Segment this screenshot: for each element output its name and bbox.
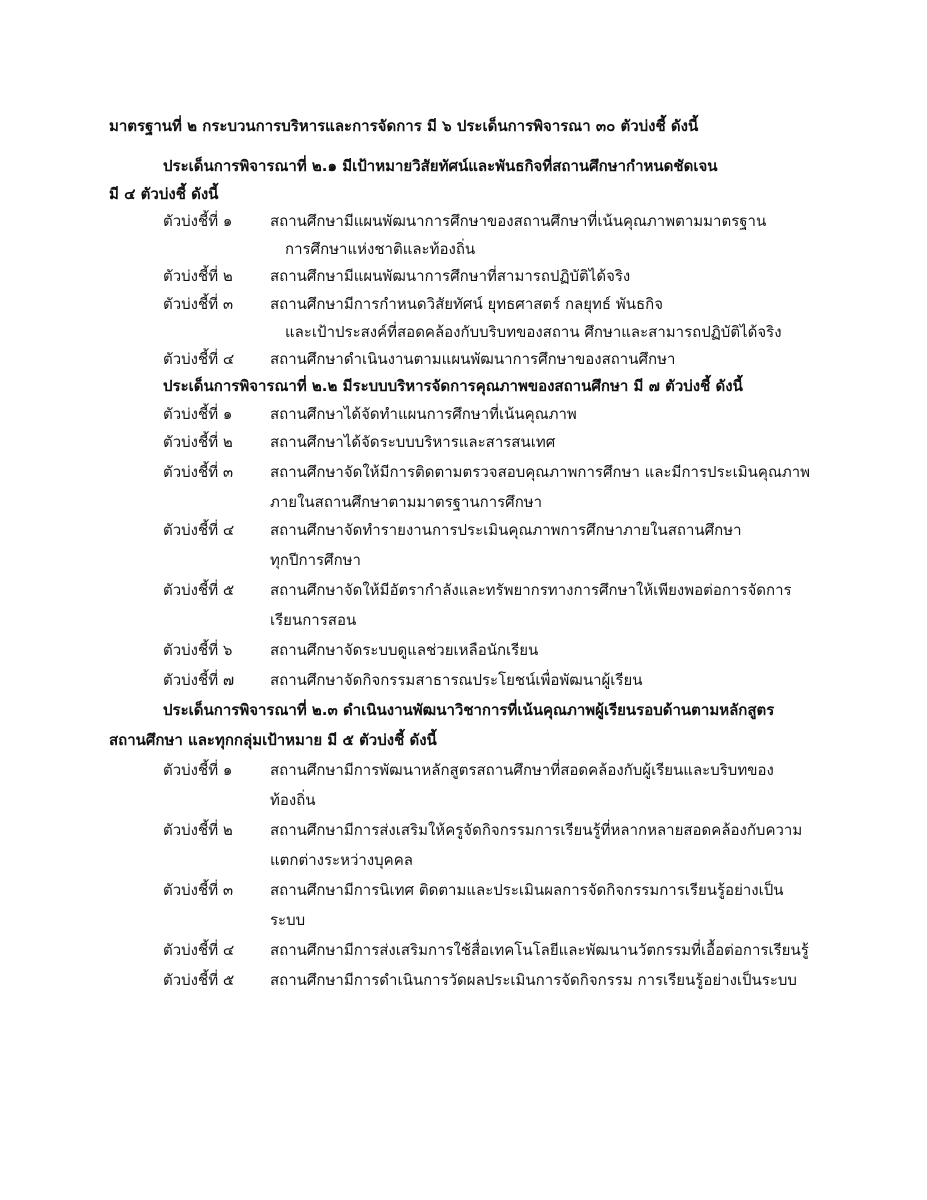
issue-heading: ประเด็นการพิจารณาที่ ๒.๒ มีระบบบริหารจัดการคุณภาพของสถานศึกษา มี ๗ ตัวบ่งชี้ ดังนี้ (163, 377, 743, 395)
indicator-label: ตัวบ่งชี้ที่ ๖ (163, 641, 233, 659)
indicator-text: สถานศึกษามีแผนพัฒนาการศึกษาของสถานศึกษาที่เน้นคุณภาพตามมาตรฐาน (270, 212, 767, 230)
indicator-text: สถานศึกษามีการดำเนินการวัดผลประเมินการจัดกิจกรรม การเรียนรู้อย่างเป็นระบบ (270, 971, 797, 989)
indicator-text: สถานศึกษามีการนิเทศ ติดตามและประเมินผลการจัดกิจกรรมการเรียนรู้อย่างเป็น (270, 881, 784, 899)
indicator-label: ตัวบ่งชี้ที่ ๒ (163, 433, 233, 451)
indicator-label: ตัวบ่งชี้ที่ ๗ (163, 671, 235, 689)
indicator-label: ตัวบ่งชี้ที่ ๔ (163, 350, 235, 368)
indicator-label: ตัวบ่งชี้ที่ ๑ (163, 405, 233, 423)
indicator-label: ตัวบ่งชี้ที่ ๑ (163, 761, 233, 779)
indicator-label: ตัวบ่งชี้ที่ ๓ (163, 295, 234, 313)
indicator-text: สถานศึกษาจัดให้มีอัตรากำลังและทรัพยากรทางการศึกษาให้เพียงพอต่อการจัดการ (270, 581, 792, 599)
issue-heading: ประเด็นการพิจารณาที่ ๒.๓ ดำเนินงานพัฒนาวิชาการที่เน้นคุณภาพผู้เรียนรอบด้านตามหลักสูตร (163, 701, 775, 719)
indicator-text: สถานศึกษาดำเนินงานตามแผนพัฒนาการศึกษาของสถานศึกษา (270, 350, 676, 368)
indicator-text-continued: และเป้าประสงค์ที่สอดคล้องกับบริบทของสถาน ศึกษาและสามารถปฏิบัติได้จริง (285, 323, 782, 341)
standard-title: มาตรฐานที่ ๒ กระบวนการบริหารและการจัดการ มี ๖ ประเด็นการพิจารณา ๓๐ ตัวบ่งชี้ ดังนี้ (109, 117, 699, 135)
indicator-label: ตัวบ่งชี้ที่ ๒ (163, 821, 233, 839)
indicator-label: ตัวบ่งชี้ที่ ๔ (163, 941, 235, 959)
indicator-text-continued: การศึกษาแห่งชาติและท้องถิ่น (285, 240, 476, 258)
indicator-text: สถานศึกษาได้จัดระบบบริหารและสารสนเทศ (270, 433, 556, 451)
issue-heading-continued: มี ๔ ตัวบ่งชี้ ดังนี้ (109, 185, 219, 203)
indicator-text-continued: ระบบ (270, 911, 306, 929)
indicator-text: สถานศึกษามีการกำหนดวิสัยทัศน์ ยุทธศาสตร์ กลยุทธ์ พันธกิจ (270, 295, 664, 313)
indicator-text-continued: ภายในสถานศึกษาตามมาตรฐานการศึกษา (270, 493, 543, 511)
indicator-text: สถานศึกษาได้จัดทำแผนการศึกษาที่เน้นคุณภาพ (270, 405, 577, 423)
indicator-label: ตัวบ่งชี้ที่ ๓ (163, 881, 234, 899)
indicator-text: สถานศึกษาจัดระบบดูแลช่วยเหลือนักเรียน (270, 641, 539, 659)
indicator-text-continued: แตกต่างระหว่างบุคคล (270, 851, 413, 869)
indicator-text: สถานศึกษาจัดทำรายงานการประเมินคุณภาพการศึกษาภายในสถานศึกษา (270, 521, 742, 539)
indicator-text: สถานศึกษาจัดให้มีการติดตามตรวจสอบคุณภาพการศึกษา และมีการประเมินคุณภาพ (270, 463, 811, 481)
indicator-label: ตัวบ่งชี้ที่ ๔ (163, 521, 235, 539)
indicator-text: สถานศึกษามีแผนพัฒนาการศึกษาที่สามารถปฏิบัติได้จริง (270, 267, 631, 285)
indicator-text: สถานศึกษามีการส่งเสริมการใช้สื่อเทคโนโลยีและพัฒนานวัตกรรมที่เอื้อต่อการเรียนรู้ (270, 941, 809, 959)
issue-heading-continued: สถานศึกษา และทุกกลุ่มเป้าหมาย มี ๕ ตัวบ่งชี้ ดังนี้ (109, 731, 437, 749)
indicator-label: ตัวบ่งชี้ที่ ๓ (163, 463, 234, 481)
indicator-text-continued: ทุกปีการศึกษา (270, 551, 361, 569)
indicator-label: ตัวบ่งชี้ที่ ๕ (163, 971, 235, 989)
indicator-text: สถานศึกษาจัดกิจกรรมสาธารณประโยชน์เพื่อพัฒนาผู้เรียน (270, 671, 643, 689)
issue-heading: ประเด็นการพิจารณาที่ ๒.๑ มีเป้าหมายวิสัยทัศน์และพันธกิจที่สถานศึกษากำหนดชัดเจน (163, 157, 718, 175)
indicator-text: สถานศึกษามีการส่งเสริมให้ครูจัดกิจกรรมการเรียนรู้ที่หลากหลายสอดคล้องกับความ (270, 821, 803, 839)
indicator-label: ตัวบ่งชี้ที่ ๒ (163, 267, 233, 285)
indicator-text-continued: ท้องถิ่น (270, 791, 316, 809)
indicator-text: สถานศึกษามีการพัฒนาหลักสูตรสถานศึกษาที่สอดคล้องกับผู้เรียนและบริบทของ (270, 761, 774, 779)
indicator-label: ตัวบ่งชี้ที่ ๕ (163, 581, 235, 599)
indicator-text-continued: เรียนการสอน (270, 611, 357, 629)
indicator-label: ตัวบ่งชี้ที่ ๑ (163, 212, 233, 230)
